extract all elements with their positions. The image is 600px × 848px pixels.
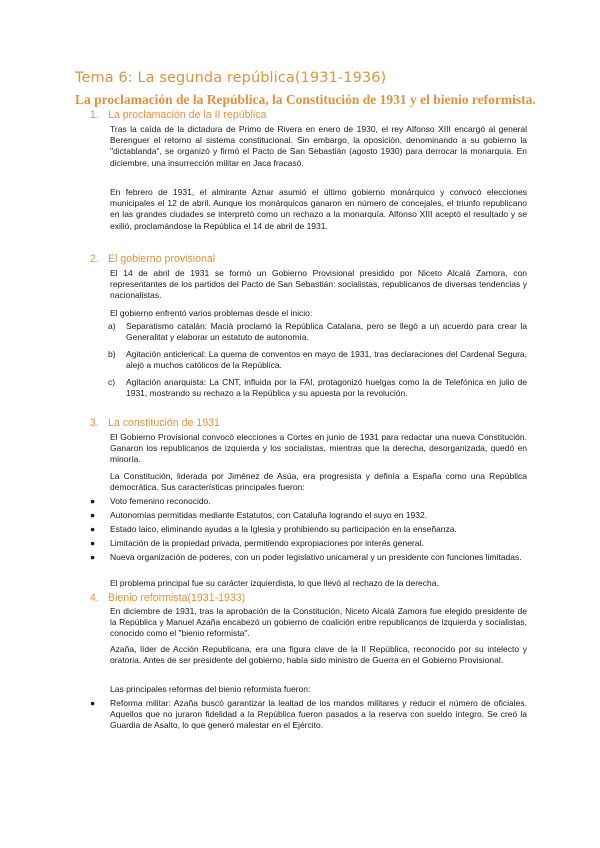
bullet-text: Voto femenino reconocido.	[110, 496, 211, 506]
section-number: 3.	[90, 417, 99, 429]
section-heading-1	[90, 109, 266, 121]
bullet-item	[90, 524, 527, 535]
bullet-icon: ●	[90, 524, 96, 534]
document-title: Tema 6: La segunda república(1931-1936)	[75, 70, 387, 86]
list-marker: c)	[108, 377, 116, 387]
paragraph: Tras la caída de la dictadura de Primo de Rivera en enero de 1930, el rey Alfonso XIII encargó al general Berenguer el retorno al sistema constitucional. Sin embargo, la oposición, denominando a su gobierno la "dictablanda", se organizó y firmó el Pacto de San Sebastián (agosto 1930) para derrocar la monarquía. En diciembre, una insurrección militar en Jaca fracasó.	[110, 124, 527, 168]
bullet-item	[90, 496, 527, 507]
section-number: 2.	[90, 253, 99, 265]
list-item-text: Agitación anticlerical: La quema de conventos en mayo de 1931, tras declaraciones del Cardenal Segura, alejó a muchos católicos de la República.	[126, 349, 527, 371]
section-title: Bienio reformista(1931-1933)	[108, 592, 246, 604]
bullet-item	[90, 510, 527, 521]
paragraph: En febrero de 1931, el almirante Aznar asumió el último gobierno monárquico y convocó elecciones municipales el 12 de abril. Aunque los monárquicos ganaron en número de concejales, el triunfo republicano en las grandes ciudades se interpretó como un rechazo a la monarquía. Alfonso XIII aceptó el resultado y se exilió, proclamándose la República el 14 de abril de 1931.	[110, 187, 527, 231]
list-item-text: Agitación anarquista: La CNT, influida por la FAI, protagonizó huelgas como la de Telefónica en julio de 1931, mostrando su rechazo a la República y su apuesta por la revolución.	[126, 377, 527, 399]
section-heading-3	[90, 417, 220, 429]
section-title: La constitución de 1931	[108, 417, 220, 429]
list-item	[108, 377, 527, 399]
list-marker: a)	[108, 321, 116, 331]
bullet-text: Estado laico, eliminando ayudas a la Iglesia y prohibiendo su participación en la enseñanza.	[110, 524, 457, 534]
list-item	[108, 349, 527, 371]
bullet-icon: ●	[90, 538, 96, 548]
document-subtitle: La proclamación de la República, la Constitución de 1931 y el bienio reformista.	[75, 92, 536, 107]
paragraph: El Gobierno Provisional convocó elecciones a Cortes en junio de 1931 para redactar una nueva Constitución. Ganaron los republicanos de izquierda y los socialistas, mientras que la derecha, desorganizada, quedó en minoría.	[110, 432, 527, 465]
section-title: El gobierno provisional	[108, 253, 216, 265]
list-marker: b)	[108, 349, 116, 359]
bullet-text: Nueva organización de poderes, con un poder legislativo unicameral y un presidente con funciones limitadas.	[110, 552, 522, 562]
paragraph: Las principales reformas del bienio reformista fueron:	[110, 684, 311, 694]
paragraph: El gobierno enfrentó varios problemas desde el inicio:	[110, 308, 313, 318]
bullet-text: Limitación de la propiedad privada, permitiendo expropiaciones por interés general.	[110, 538, 424, 548]
bullet-icon: ●	[90, 496, 96, 506]
bullet-text: Reforma militar: Azaña buscó garantizar la lealtad de los mandos militares y reducir el número de oficiales. Aquellos que no juraron fidelidad a la República fueron pasados a la reserva con sueldo íntegro. Se creó la Guardia de Asalto, lo que generó malestar en el Ejército.	[110, 698, 527, 731]
bullet-text: Autonomías permitidas mediante Estatutos, con Cataluña logrando el suyo en 1932.	[110, 510, 428, 520]
paragraph: Azaña, líder de Acción Republicana, era una figura clave de la II República, reconocido por su intelecto y oratoria. Antes de ser presidente del gobierno, había sido ministro de Guerra en el Gobierno Provisional.	[110, 644, 527, 666]
section-heading-2	[90, 253, 215, 265]
bullet-icon: ●	[90, 510, 96, 520]
list-item-text: Separatismo catalán: Macià proclamó la República Catalana, pero se llegó a un acuerdo para crear la Generalitat y elaborar un estatuto de autonomía.	[126, 321, 527, 343]
bullet-item	[90, 538, 527, 549]
section-title: La proclamación de la II república	[108, 109, 267, 121]
paragraph: El problema principal fue su carácter izquierdista, lo que llevó al rechazo de la derecha.	[110, 578, 439, 588]
paragraph: La Constitución, liderada por Jiménez de Asúa, era progresista y definía a España como una República democrática. Sus características principales fueron:	[110, 471, 527, 493]
section-number: 4.	[90, 592, 99, 604]
list-item	[108, 321, 527, 343]
bullet-item	[90, 698, 527, 732]
paragraph: El 14 de abril de 1931 se formó un Gobierno Provisional presidido por Niceto Alcalá Zamora, con representantes de los partidos del Pacto de San Sebastián: socialistas, republicanos de diversas tendencias y nacionalistas.	[110, 268, 527, 301]
bullet-icon: ●	[90, 552, 96, 562]
section-heading-4	[90, 592, 245, 604]
bullet-icon: ●	[90, 698, 96, 708]
bullet-item	[90, 552, 527, 563]
paragraph: En diciembre de 1931, tras la aprobación de la Constitución, Niceto Alcalá Zamora fue elegido presidente de la República y Manuel Azaña encabezó un gobierno de coalición entre republicanos de izquierda y socialistas, conocido como el "bienio reformista".	[110, 606, 527, 639]
section-number: 1.	[90, 109, 99, 121]
